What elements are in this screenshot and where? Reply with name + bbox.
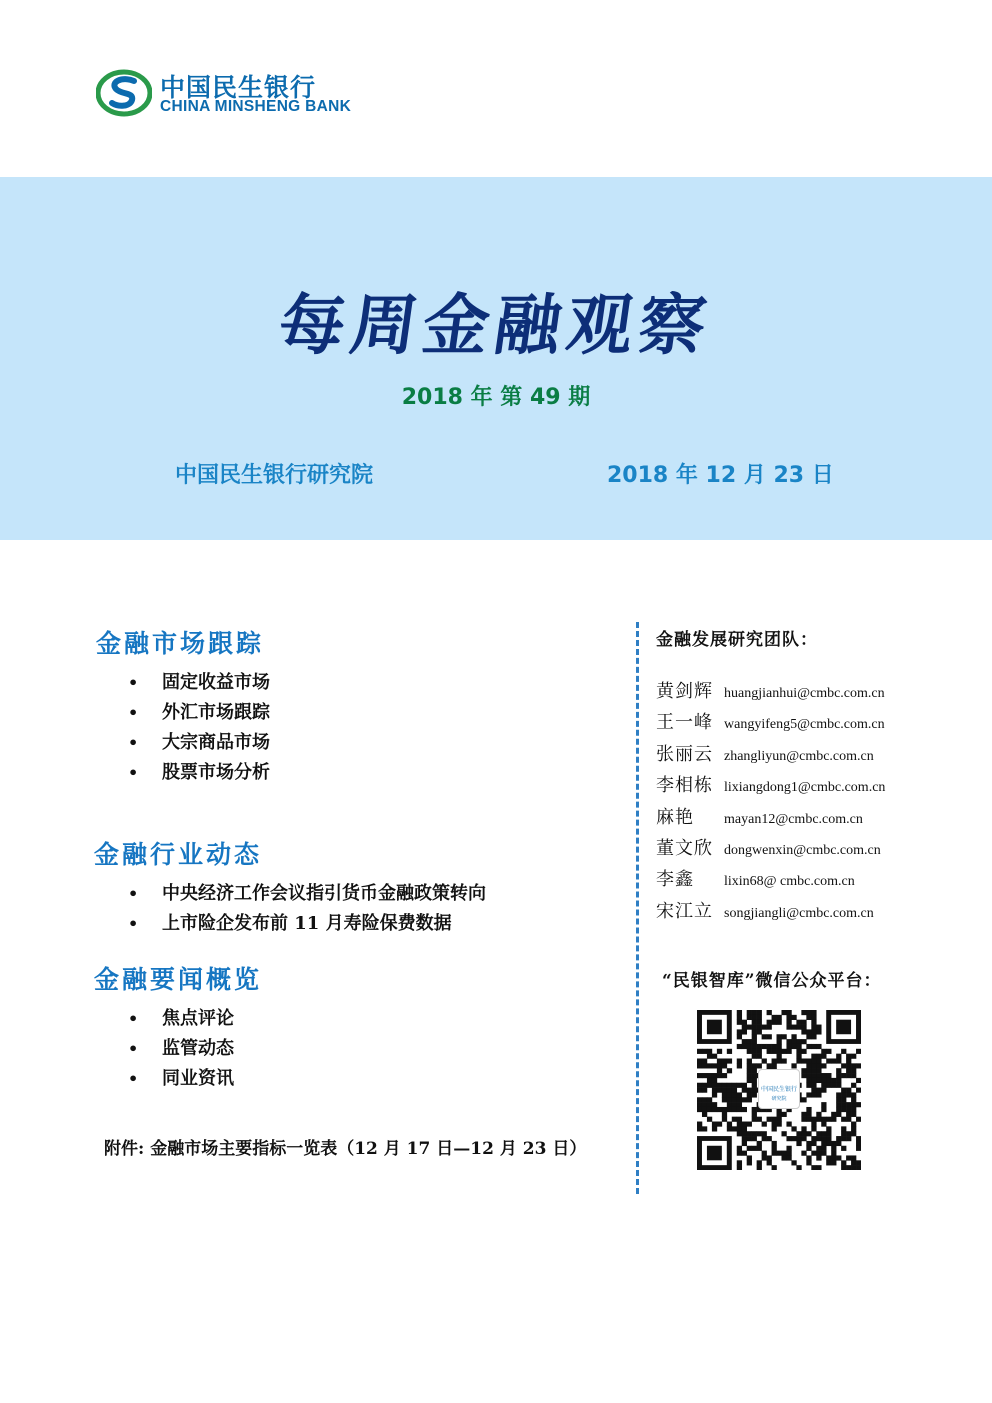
member-name: 王一峰 — [656, 712, 713, 734]
bullet-icon: • — [128, 673, 139, 692]
wechat-label: “民银智库”微信公众平台： — [662, 971, 882, 991]
member-name: 张丽云 — [656, 743, 713, 765]
list-item: • 外汇市场跟踪 — [128, 698, 270, 728]
qr-center-badge — [758, 1069, 800, 1109]
list-item: • 上市险企发布前 11 月寿险保费数据 — [128, 909, 486, 939]
report-title: 每周金融观察 — [273, 287, 717, 364]
column-divider — [636, 622, 639, 1194]
market-tracking-list — [128, 668, 270, 788]
bullet-icon: • — [128, 1009, 139, 1028]
list-item: • 焦点评论 — [128, 1004, 234, 1034]
team-member — [656, 739, 885, 770]
team-heading: 金融发展研究团队： — [656, 630, 818, 650]
institute-name: 中国民生银行研究院 — [175, 463, 374, 488]
section-heading-market-tracking: 金融市场跟踪 — [96, 629, 265, 658]
member-name: 宋江立 — [656, 900, 713, 922]
bullet-icon: • — [128, 1069, 139, 1088]
title-banner — [0, 177, 992, 540]
team-member — [656, 864, 885, 895]
industry-news-list — [128, 879, 486, 939]
member-name: 黄剑辉 — [656, 681, 713, 702]
list-item: • 股票市场分析 — [128, 758, 270, 788]
list-item: • 中央经济工作会议指引货币金融政策转向 — [128, 879, 486, 909]
qr-badge-line2: 研究院 — [771, 1096, 787, 1102]
member-name: 李相栋 — [656, 775, 713, 797]
logo-chinese-name: 中国民生银行 — [160, 73, 317, 102]
team-member — [656, 707, 885, 738]
member-email[interactable]: huangjianhui@cmbc.com.cn — [724, 686, 885, 701]
bullet-icon: • — [128, 733, 139, 752]
team-member-list — [656, 676, 885, 927]
member-email[interactable]: dongwenxin@cmbc.com.cn — [724, 842, 881, 858]
bullet-icon: • — [128, 914, 139, 933]
team-member — [656, 833, 885, 864]
member-email[interactable]: wangyifeng5@cmbc.com.cn — [724, 717, 885, 733]
member-email[interactable]: lixiangdong1@cmbc.com.cn — [724, 780, 886, 796]
member-email[interactable]: lixin68@ cmbc.com.cn — [724, 874, 855, 890]
attachment-note: 附件: 金融市场主要指标一览表（12 月 17 日—12 月 23 日） — [104, 1139, 587, 1159]
list-item: • 监管动态 — [128, 1034, 234, 1064]
team-member — [656, 770, 885, 801]
bullet-icon: • — [128, 1039, 139, 1058]
qr-badge-line1: 中国民生银行 — [760, 1086, 797, 1093]
member-name: 董文欣 — [656, 837, 713, 859]
bank-logo — [96, 68, 386, 122]
section-heading-industry-news: 金融行业动态 — [94, 840, 263, 869]
member-email[interactable]: mayan12@cmbc.com.cn — [724, 811, 863, 827]
team-member — [656, 802, 885, 833]
member-name: 李鑫 — [656, 869, 694, 891]
team-member — [656, 676, 885, 707]
publish-date: 2018 年 12 月 23 日 — [607, 463, 834, 488]
member-name: 麻艳 — [656, 806, 694, 828]
list-item: • 固定收益市场 — [128, 668, 270, 698]
minsheng-logo-icon — [96, 68, 152, 118]
bullet-icon: • — [128, 703, 139, 722]
list-item: • 同业资讯 — [128, 1064, 234, 1094]
logo-english-name: CHINA MINSHENG BANK — [160, 98, 352, 115]
news-overview-list — [128, 1004, 234, 1094]
team-member — [656, 896, 885, 927]
bullet-icon: • — [128, 884, 139, 903]
list-item: • 大宗商品市场 — [128, 728, 270, 758]
issue-number: 2018 年 第 49 期 — [401, 385, 591, 410]
member-email[interactable]: zhangliyun@cmbc.com.cn — [724, 748, 874, 764]
member-email[interactable]: songjiangli@cmbc.com.cn — [724, 905, 874, 921]
section-heading-news-overview: 金融要闻概览 — [94, 965, 263, 994]
bullet-icon: • — [128, 763, 139, 782]
